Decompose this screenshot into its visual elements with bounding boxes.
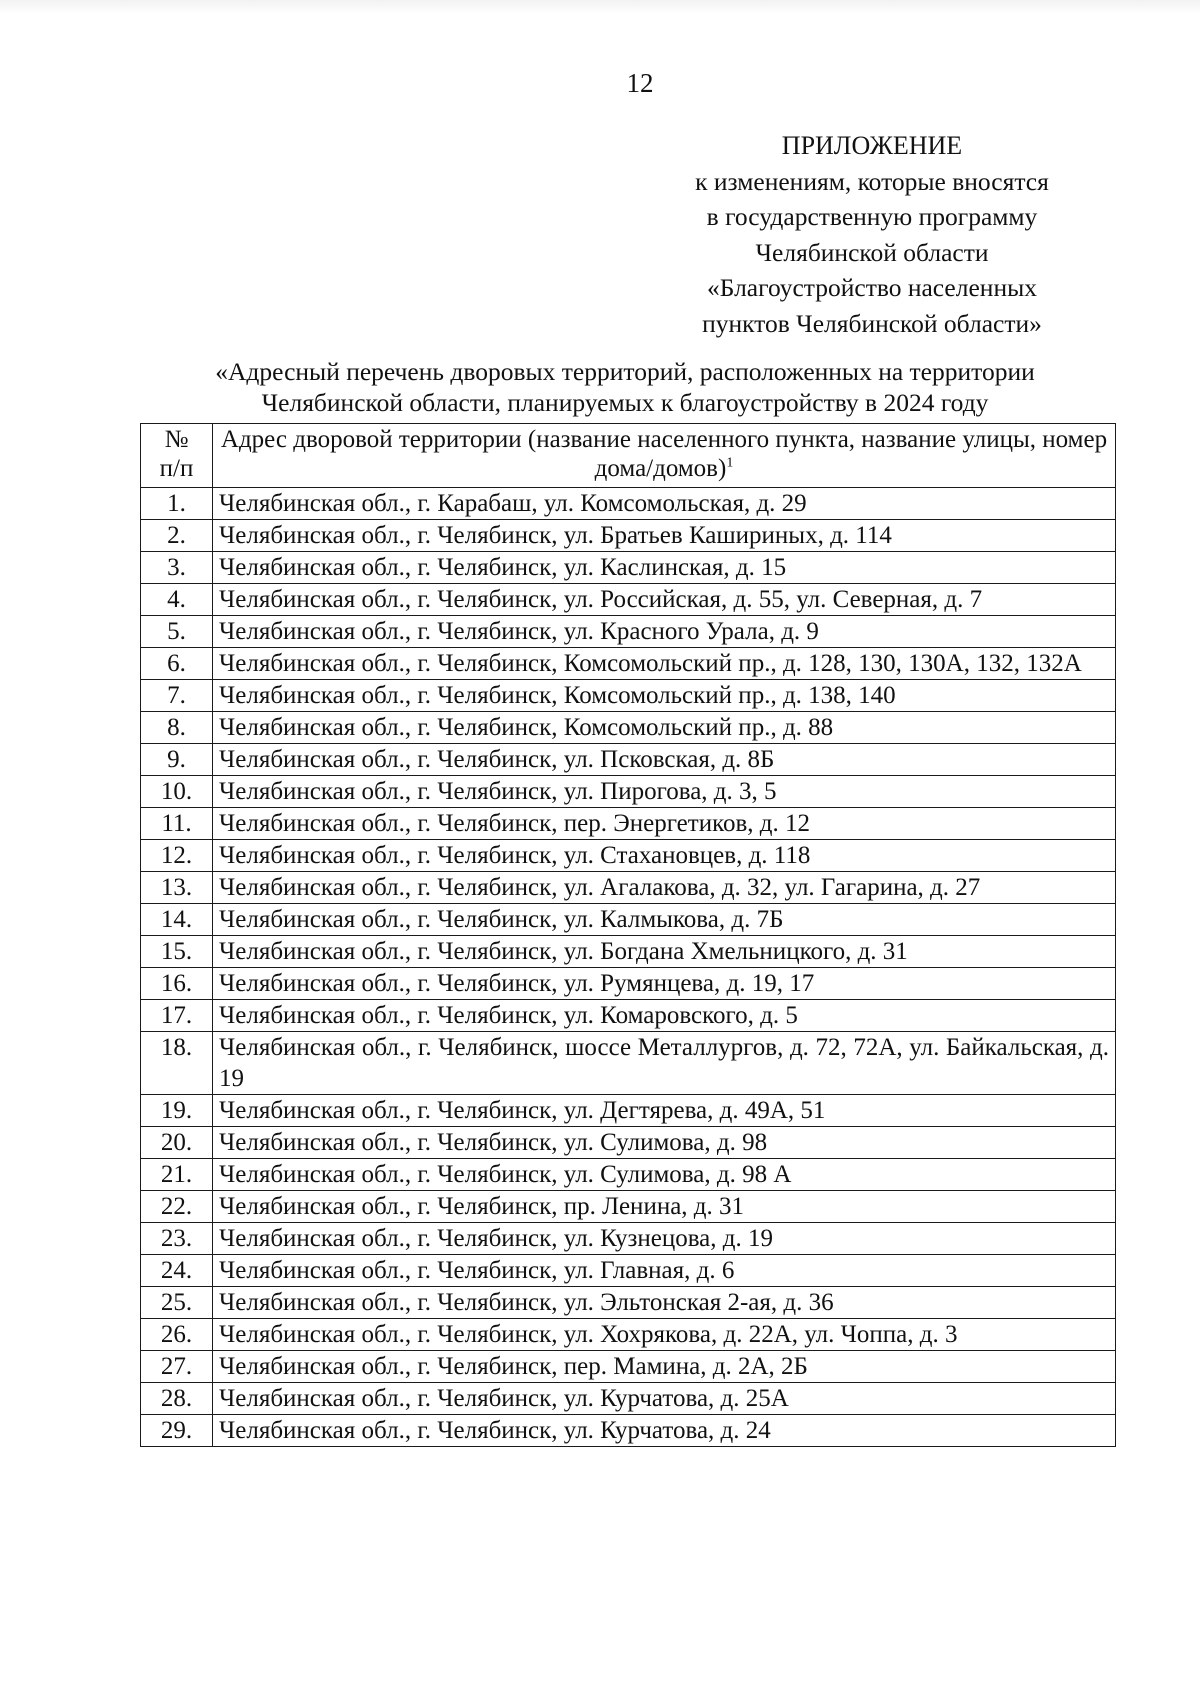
- header-address-cell: [213, 424, 1116, 488]
- row-address-cell: Челябинская обл., г. Челябинск, ул. Калмыкова, д. 7Б: [213, 904, 1116, 936]
- row-address-cell: Челябинская обл., г. Челябинск, ул. Стахановцев, д. 118: [213, 840, 1116, 872]
- row-number-cell: 18.: [141, 1032, 213, 1095]
- row-address-cell: Челябинская обл., г. Челябинск, ул. Хохрякова, д. 22А, ул. Чоппа, д. 3: [213, 1319, 1116, 1351]
- row-address-cell: Челябинская обл., г. Челябинск, ул. Братьев Кашириных, д. 114: [213, 520, 1116, 552]
- row-number-cell: 8.: [141, 712, 213, 744]
- row-number-cell: 21.: [141, 1159, 213, 1191]
- address-table: [140, 423, 1116, 1447]
- appendix-block: [652, 128, 1092, 341]
- row-number-cell: 17.: [141, 1000, 213, 1032]
- table-row: [141, 968, 1116, 1000]
- row-number-cell: 15.: [141, 936, 213, 968]
- table-row: [141, 744, 1116, 776]
- row-number-cell: 10.: [141, 776, 213, 808]
- row-number-cell: 3.: [141, 552, 213, 584]
- row-number-cell: 22.: [141, 1191, 213, 1223]
- table-row: [141, 1159, 1116, 1191]
- header-number-cell: [141, 424, 213, 488]
- table-row: [141, 1191, 1116, 1223]
- table-body: [141, 488, 1116, 1447]
- row-address-cell: Челябинская обл., г. Челябинск, пер. Мамина, д. 2А, 2Б: [213, 1351, 1116, 1383]
- row-address-cell: Челябинская обл., г. Челябинск, Комсомольский пр., д. 138, 140: [213, 680, 1116, 712]
- row-address-cell: Челябинская обл., г. Челябинск, ул. Комаровского, д. 5: [213, 1000, 1116, 1032]
- table-row: [141, 1000, 1116, 1032]
- header-address-label: Адрес дворовой территории (название населенного пункта, название улицы, номер дома/домов): [220, 426, 1108, 482]
- row-address-cell: Челябинская обл., г. Челябинск, ул. Румянцева, д. 19, 17: [213, 968, 1116, 1000]
- row-address-cell: Челябинская обл., г. Челябинск, ул. Псковская, д. 8Б: [213, 744, 1116, 776]
- row-number-cell: 6.: [141, 648, 213, 680]
- table-row: [141, 1127, 1116, 1159]
- row-number-cell: 20.: [141, 1127, 213, 1159]
- row-number-cell: 16.: [141, 968, 213, 1000]
- appendix-line: Челябинской области: [755, 237, 989, 267]
- table-row: [141, 488, 1116, 520]
- table-row: [141, 1095, 1116, 1127]
- row-number-cell: 11.: [141, 808, 213, 840]
- row-number-cell: 2.: [141, 520, 213, 552]
- row-address-cell: Челябинская обл., г. Челябинск, Комсомольский пр., д. 128, 130, 130А, 132, 132А: [213, 648, 1116, 680]
- row-number-cell: 27.: [141, 1351, 213, 1383]
- row-number-cell: 23.: [141, 1223, 213, 1255]
- appendix-heading: ПРИЛОЖЕНИЕ: [781, 131, 963, 160]
- footnote-mark: 1: [726, 455, 734, 471]
- appendix-line: к изменениям, которые вносятся: [695, 166, 1049, 196]
- scan-edge: [0, 0, 1200, 14]
- row-address-cell: Челябинская обл., г. Челябинск, ул. Курчатова, д. 24: [213, 1415, 1116, 1447]
- page-number: 12: [626, 68, 654, 98]
- row-number-cell: 9.: [141, 744, 213, 776]
- row-address-cell: Челябинская обл., г. Челябинск, ул. Российская, д. 55, ул. Северная, д. 7: [213, 584, 1116, 616]
- row-number-cell: 24.: [141, 1255, 213, 1287]
- table-row: [141, 840, 1116, 872]
- row-address-cell: Челябинская обл., г. Челябинск, ул. Сулимова, д. 98: [213, 1127, 1116, 1159]
- row-number-cell: 5.: [141, 616, 213, 648]
- row-number-cell: 4.: [141, 584, 213, 616]
- row-address-cell: Челябинская обл., г. Челябинск, ул. Курчатова, д. 25А: [213, 1383, 1116, 1415]
- row-number-cell: 28.: [141, 1383, 213, 1415]
- row-number-cell: 25.: [141, 1287, 213, 1319]
- table-row: [141, 1255, 1116, 1287]
- table-row: [141, 584, 1116, 616]
- table-row: [141, 1032, 1116, 1095]
- header-number-line: №: [164, 426, 189, 453]
- table-row: [141, 776, 1116, 808]
- table-header-row: [141, 424, 1116, 488]
- row-address-cell: Челябинская обл., г. Челябинск, Комсомольский пр., д. 88: [213, 712, 1116, 744]
- table-row: [141, 648, 1116, 680]
- table-row: [141, 616, 1116, 648]
- table-row: [141, 1319, 1116, 1351]
- table-row: [141, 1223, 1116, 1255]
- row-number-cell: 26.: [141, 1319, 213, 1351]
- row-address-cell: Челябинская обл., г. Челябинск, пер. Энергетиков, д. 12: [213, 808, 1116, 840]
- row-address-cell: Челябинская обл., г. Челябинск, ул. Главная, д. 6: [213, 1255, 1116, 1287]
- row-number-cell: 14.: [141, 904, 213, 936]
- appendix-line: пунктов Челябинской области»: [702, 308, 1042, 338]
- table-row: [141, 904, 1116, 936]
- row-number-cell: 12.: [141, 840, 213, 872]
- row-address-cell: Челябинская обл., г. Карабаш, ул. Комсомольская, д. 29: [213, 488, 1116, 520]
- row-address-cell: Челябинская обл., г. Челябинск, ул. Каслинская, д. 15: [213, 552, 1116, 584]
- row-number-cell: 1.: [141, 488, 213, 520]
- row-address-cell: Челябинская обл., г. Челябинск, шоссе Металлургов, д. 72, 72А, ул. Байкальская, д. 19: [213, 1032, 1116, 1095]
- document-title: [130, 356, 1120, 418]
- row-number-cell: 7.: [141, 680, 213, 712]
- table-row: [141, 872, 1116, 904]
- row-number-cell: 29.: [141, 1415, 213, 1447]
- row-address-cell: Челябинская обл., г. Челябинск, ул. Богдана Хмельницкого, д. 31: [213, 936, 1116, 968]
- row-address-cell: Челябинская обл., г. Челябинск, ул. Красного Урала, д. 9: [213, 616, 1116, 648]
- row-number-cell: 13.: [141, 872, 213, 904]
- row-address-cell: Челябинская обл., г. Челябинск, ул. Дегтярева, д. 49А, 51: [213, 1095, 1116, 1127]
- row-address-cell: Челябинская обл., г. Челябинск, ул. Кузнецова, д. 19: [213, 1223, 1116, 1255]
- table-row: [141, 552, 1116, 584]
- document-title-line: «Адресный перечень дворовых территорий, расположенных на территории: [215, 357, 1035, 386]
- table-row: [141, 520, 1116, 552]
- table-row: [141, 936, 1116, 968]
- appendix-line: в государственную программу: [706, 202, 1038, 231]
- table-row: [141, 1383, 1116, 1415]
- table-row: [141, 1415, 1116, 1447]
- document-title-line: Челябинской области, планируемых к благоустройству в 2024 году: [261, 388, 989, 417]
- row-address-cell: Челябинская обл., г. Челябинск, ул. Агалакова, д. 32, ул. Гагарина, д. 27: [213, 872, 1116, 904]
- table-row: [141, 680, 1116, 712]
- table-row: [141, 1287, 1116, 1319]
- row-address-cell: Челябинская обл., г. Челябинск, пр. Ленина, д. 31: [213, 1191, 1116, 1223]
- row-address-cell: Челябинская обл., г. Челябинск, ул. Пирогова, д. 3, 5: [213, 776, 1116, 808]
- row-number-cell: 19.: [141, 1095, 213, 1127]
- table-row: [141, 808, 1116, 840]
- header-number-line: п/п: [159, 455, 194, 482]
- row-address-cell: Челябинская обл., г. Челябинск, ул. Эльтонская 2-ая, д. 36: [213, 1287, 1116, 1319]
- table-row: [141, 1351, 1116, 1383]
- table-row: [141, 712, 1116, 744]
- row-address-cell: Челябинская обл., г. Челябинск, ул. Сулимова, д. 98 А: [213, 1159, 1116, 1191]
- appendix-line: «Благоустройство населенных: [707, 273, 1037, 302]
